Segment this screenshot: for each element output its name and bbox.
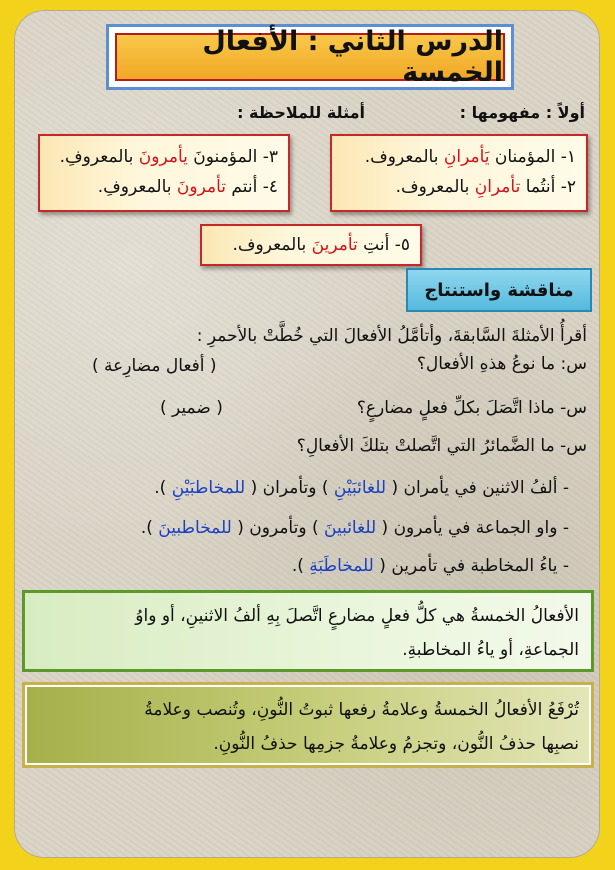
red-verb: يأمرونَ xyxy=(138,147,188,167)
example-5: ٥- أنتِ تأمرينَ بالمعروف. xyxy=(232,235,410,255)
red-verb: تأمرونَ xyxy=(176,177,226,197)
question-1: س: ما نوعُ هذهِ الأفعال؟ xyxy=(416,354,587,374)
concept-label: أولاً : مفهومها : xyxy=(459,103,585,122)
title-frame xyxy=(106,24,514,90)
definition-line-2: الجماعةِ، أو ياءُ المخاطبةِ. xyxy=(402,640,579,660)
answer-2: ( ضمير ) xyxy=(160,398,223,418)
example-4: ٤- أنتم تأمرونَ بالمعروفِ. xyxy=(97,177,278,197)
question-2: س- ماذا اتَّصَلَ بكلِّ فعلٍ مضارعٍ؟ xyxy=(356,398,587,418)
lesson-title: الدرس الثاني : الأفعال الخمسة xyxy=(115,33,505,81)
rule-box xyxy=(22,682,594,768)
instruction-text: أقرأُ الأمثلةَ السَّابقةَ، وأتأمَّلُ الأفعالَ التي خُطَّتْ بالأحمرِ : xyxy=(196,326,587,346)
bullet-alif: - ألفُ الاثنين في يأمران ( للغائبَيْنِ ) وتأمران ( للمخاطبَيْنِ ). xyxy=(154,478,569,498)
bullet-ya: - ياءُ المخاطبة في تأمرين ( للمخاطَبَةِ ). xyxy=(291,556,569,576)
examples-label: أمثلة للملاحظة : xyxy=(237,103,365,122)
red-verb: يَأمرانِ xyxy=(443,147,490,167)
rule-line-1: تُرْفَعُ الأفعالُ الخمسةُ وعلامةُ رفعها ثبوتُ النُّونِ، وتُنصب وعلامةُ xyxy=(144,700,579,720)
examples-box-2 xyxy=(38,134,290,212)
bullet-waw: - واو الجماعة في يأمرون ( للغائبينَ ) وتأمرون ( للمخاطبينَ ). xyxy=(140,518,569,538)
examples-box-1 xyxy=(330,134,588,212)
red-verb: تأمرينَ xyxy=(311,235,358,255)
answer-1: ( أفعال مضارِعة ) xyxy=(92,356,217,376)
definition-box xyxy=(22,590,594,672)
rule-line-2: نصبِها حذفُ النُّون، وتجزمُ وعلامةُ جزمِها حذفُ النُّونِ. xyxy=(213,734,579,754)
example-1: ١- المؤمنان يَأمرانِ بالمعروف. xyxy=(364,147,576,167)
examples-box-3 xyxy=(200,224,422,266)
discussion-heading: مناقشة واستنتاج xyxy=(406,268,592,312)
question-3: س- ما الضَّمائرُ التي اتَّصلتْ بتلكَ الأفعالِ؟ xyxy=(296,436,587,456)
example-2: ٢- أنتُما تأمرانِ بالمعروف. xyxy=(395,177,576,197)
definition-line-1: الأفعالُ الخمسةُ هي كلُّ فعلٍ مضارعٍ اتَّصلَ بِهِ ألفُ الاثنينِ، أو واوُ xyxy=(135,606,579,626)
example-3: ٣- المؤمنونَ يأمرونَ بالمعروفِ. xyxy=(59,147,278,167)
red-verb: تأمرانِ xyxy=(474,177,521,197)
